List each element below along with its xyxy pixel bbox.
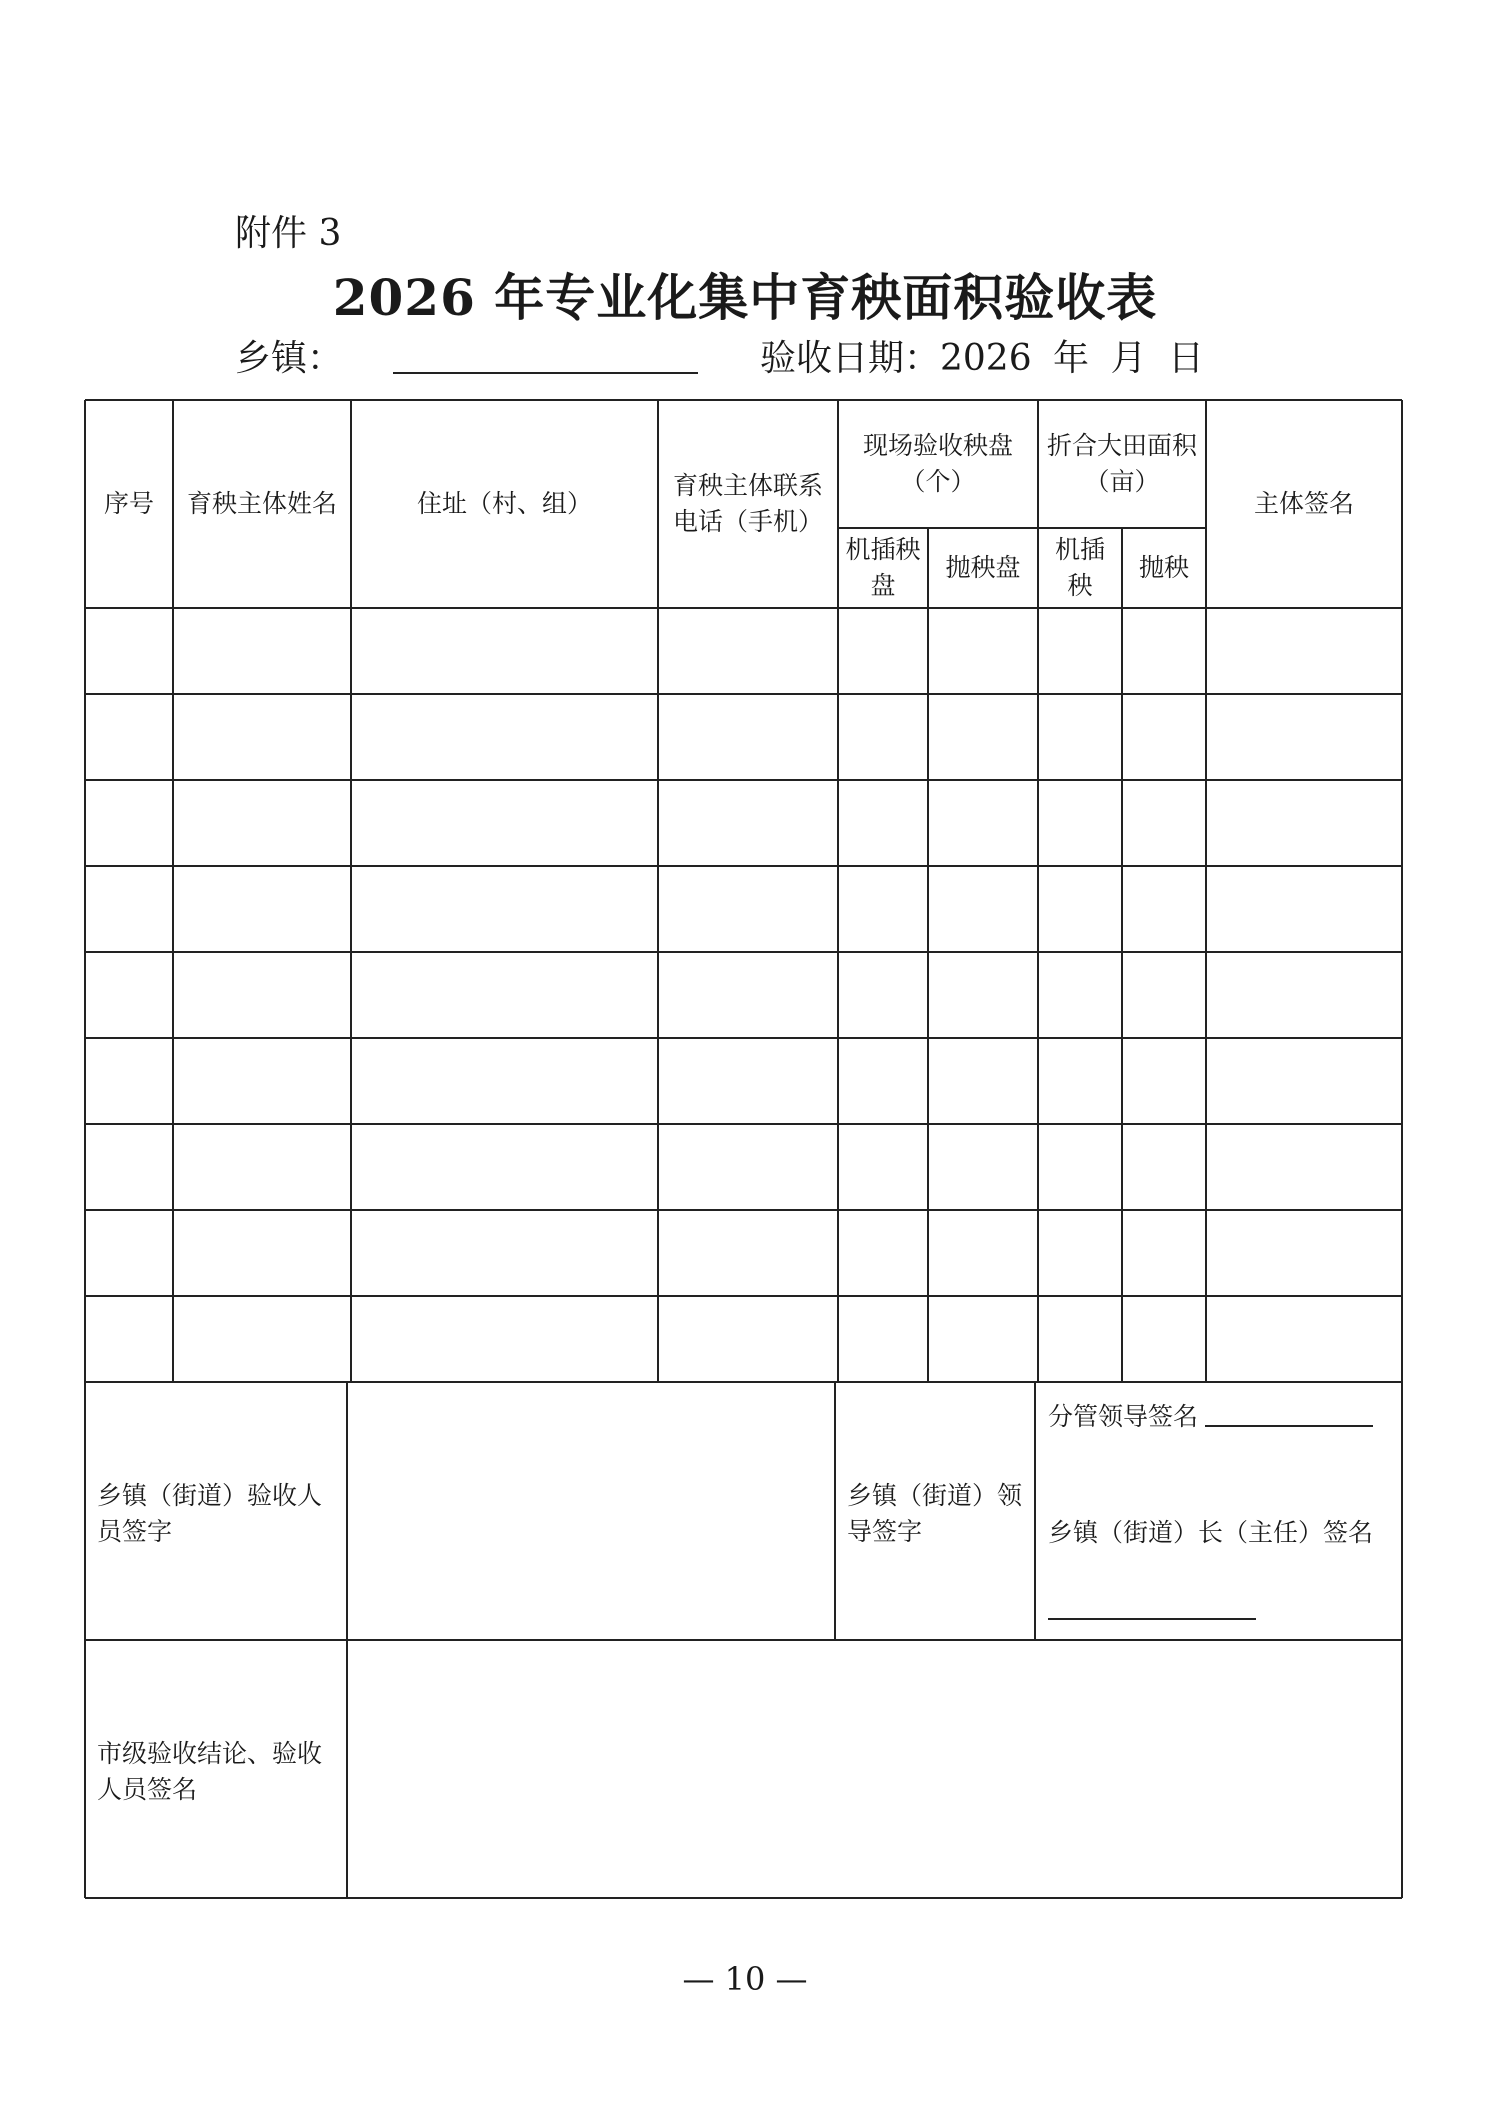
header-trays-throw: 抛秧盘 — [945, 552, 1021, 582]
deputy-sign-line[interactable] — [1205, 1425, 1373, 1427]
header-trays-group: 现场验收秧盘（个） — [862, 430, 1013, 496]
header-address: 住址（村、组） — [416, 488, 592, 518]
header-area-group: 折合大田面积（亩） — [1046, 430, 1197, 496]
city-conclusion-label: 市级验收结论、验收人员签名 — [97, 1738, 323, 1804]
header-signature: 主体签名 — [1253, 488, 1354, 518]
header-trays-machine: 机插秧盘 — [845, 534, 921, 600]
town-inspector-label: 乡镇（街道）验收人员签字 — [97, 1480, 323, 1546]
table-row[interactable] — [85, 1124, 1402, 1210]
header-name: 育秧主体姓名 — [186, 488, 337, 518]
chief-sign-line[interactable] — [1048, 1618, 1256, 1620]
town-leader-label: 乡镇（街道）领导签字 — [847, 1480, 1023, 1546]
chief-sign-label: 乡镇（街道）长（主任）签名 — [1048, 1518, 1374, 1547]
header-area-machine: 机插秧 — [1054, 534, 1105, 600]
table-row[interactable] — [85, 866, 1402, 952]
table-row[interactable] — [85, 780, 1402, 866]
page-title: 2026 年专业化集中育秧面积验收表 — [332, 268, 1158, 327]
table-row[interactable] — [85, 1038, 1402, 1124]
deputy-sign-label: 分管领导签名 — [1048, 1402, 1199, 1431]
attachment-label: 附件 3 — [235, 213, 342, 254]
date-label: 验收日期：2026 年 月 日 — [760, 338, 1204, 379]
city-conclusion-area[interactable] — [347, 1643, 1400, 1901]
header-phone: 育秧主体联系电话（手机） — [672, 470, 823, 536]
table-row[interactable] — [85, 952, 1402, 1038]
page-number: — 10 — — [682, 1960, 808, 1998]
table-row[interactable] — [85, 608, 1402, 694]
table-row[interactable] — [85, 1210, 1402, 1296]
header-area-throw: 抛秧 — [1138, 552, 1189, 582]
town-inspector-sign-area[interactable] — [347, 1385, 835, 1643]
table-row[interactable] — [85, 1296, 1402, 1382]
header-seq: 序号 — [103, 488, 154, 518]
table-row[interactable] — [85, 694, 1402, 780]
town-label: 乡镇： — [235, 338, 344, 379]
